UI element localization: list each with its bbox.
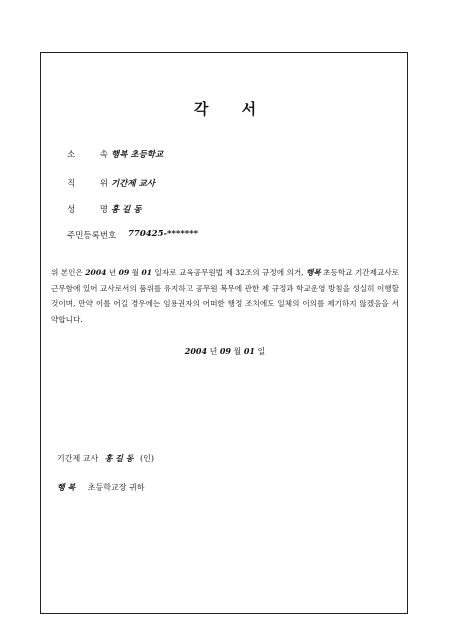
- document-title: 각 서: [193, 100, 271, 118]
- resident-number-label: 주민등록번호: [67, 231, 117, 241]
- addressee-line: [57, 482, 144, 493]
- info-row-name: [67, 203, 142, 215]
- pledge-text: 일자로 교육공무원법 제 32조의 규정에 의거,: [152, 268, 307, 277]
- pledge-month: 09: [118, 268, 130, 277]
- signer-role: 기간제 교사: [57, 454, 99, 463]
- pledge-school: 행복: [306, 268, 321, 277]
- resident-number-value: 770425-*******: [128, 229, 199, 239]
- addressee-suffix: 초등학교장 귀하: [87, 483, 145, 492]
- date-month: 09: [219, 346, 231, 356]
- date-day: 01: [243, 346, 255, 356]
- pledge-text: 위 본인은: [51, 268, 86, 277]
- addressee-school: 행 복: [57, 482, 76, 492]
- signer-line: [57, 453, 154, 464]
- position-label: 직 위: [67, 179, 108, 189]
- name-label: 성 명: [67, 205, 108, 215]
- pledge-text: 년: [106, 268, 119, 277]
- affiliation-value: 행복 초등학교: [111, 150, 164, 160]
- name-value: 홍 길 동: [111, 205, 142, 215]
- pledge-text: 초등학교 기간제교사로 근무함에 있어 교사로서의 품위를 유지하고 공무원 복무에 관한 제 규정과 학교운영 방침을 성실히 이행할것이며, 만약 이를 어길 경우에는 임용권자의 어떠한 행정 조치에도 일체의 이의를 제기하지 않겠음을 서약합니다.: [51, 268, 399, 324]
- signer-name: 홍 길 동: [104, 453, 134, 463]
- affiliation-label: 소 속: [67, 150, 108, 160]
- date-year-unit: 년: [209, 347, 218, 356]
- pledge-day: 01: [141, 268, 153, 277]
- pledge-text: 월: [129, 268, 142, 277]
- signing-date: [0, 346, 450, 357]
- info-row-position: [67, 177, 156, 189]
- pledge-year: 2004: [85, 268, 107, 277]
- signer-seal: (인): [140, 454, 155, 463]
- pledge-paragraph: [51, 265, 399, 327]
- date-day-unit: 일: [257, 347, 266, 356]
- date-month-unit: 월: [233, 347, 242, 356]
- info-row-resident-number: [67, 229, 199, 241]
- position-value: 기간제 교사: [111, 179, 156, 189]
- document-frame: [40, 52, 408, 614]
- info-row-affiliation: [67, 148, 164, 160]
- date-year: 2004: [184, 346, 208, 356]
